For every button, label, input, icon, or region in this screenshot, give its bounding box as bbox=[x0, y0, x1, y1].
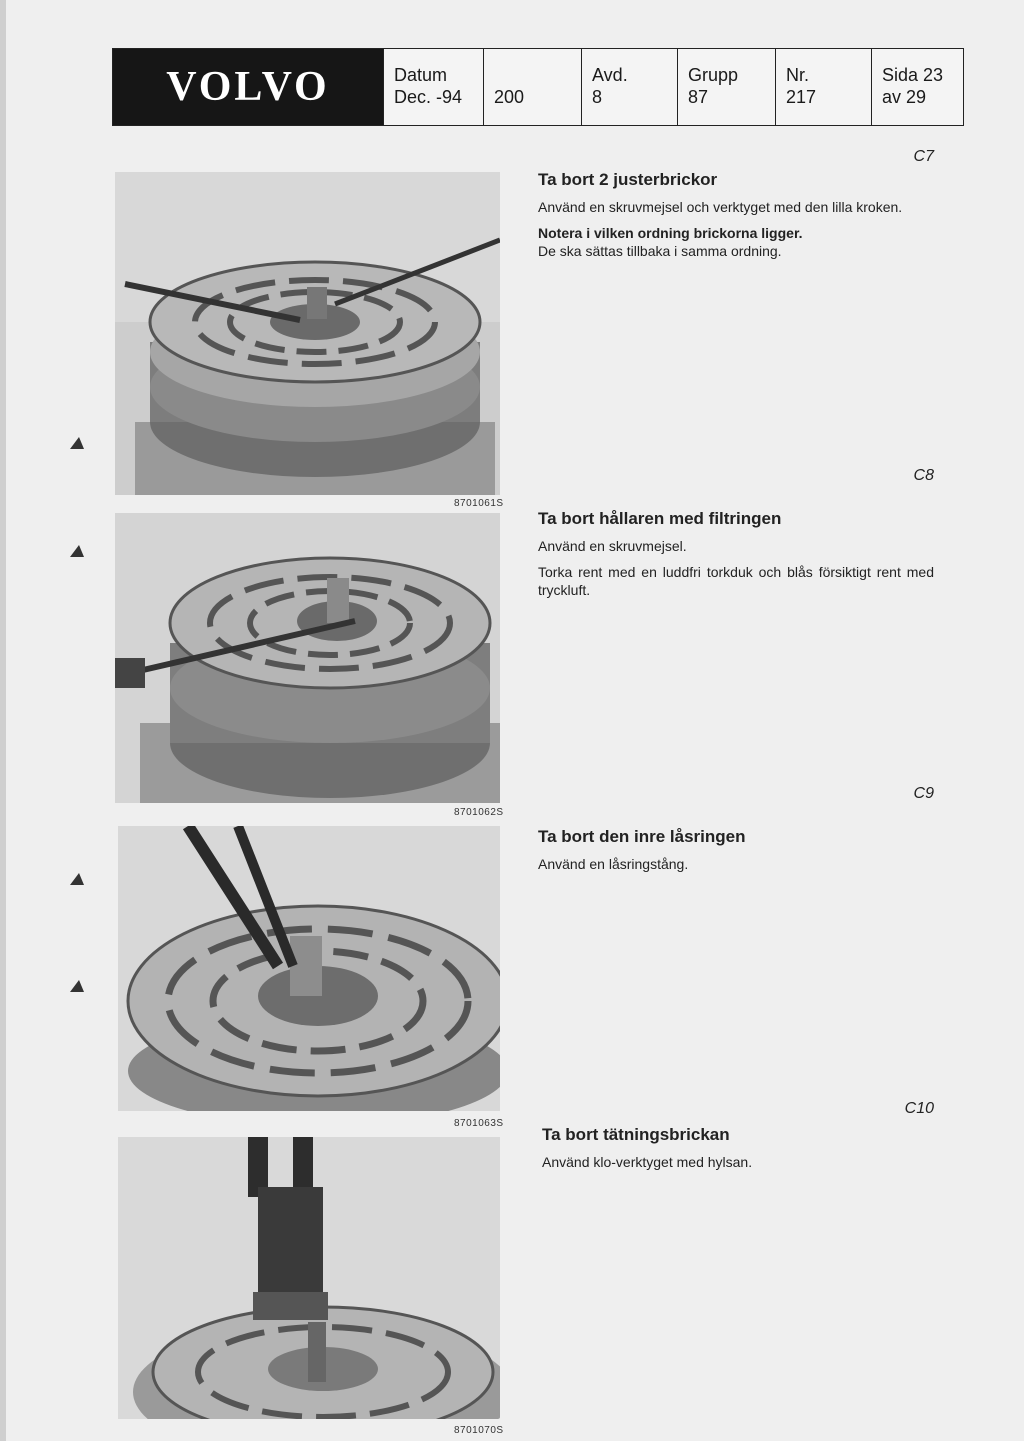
model-cell bbox=[483, 49, 581, 125]
step-paragraph: Torka rent med en luddfri torkduk och blås försiktigt rent med tryckluft. bbox=[538, 564, 934, 598]
step-c9 bbox=[538, 785, 934, 881]
figure-c9-code: 8701063S bbox=[454, 1118, 504, 1129]
volvo-logo: VOLVO bbox=[113, 49, 383, 125]
nr-label: Nr. bbox=[786, 65, 810, 85]
step-code: C9 bbox=[913, 785, 934, 802]
grupp-label: Grupp bbox=[688, 65, 739, 85]
step-paragraph: De ska sättas tillbaka i samma ordning. bbox=[538, 243, 782, 259]
binder-mark bbox=[70, 437, 84, 449]
step-code: C10 bbox=[904, 1100, 934, 1117]
figure-c8-photo bbox=[115, 513, 500, 803]
sida-cell bbox=[871, 49, 965, 125]
datum-cell bbox=[383, 49, 483, 125]
sida-label: Sida 23 bbox=[882, 65, 944, 85]
step-paragraph: Använd klo-verktyget med hylsan. bbox=[542, 1154, 753, 1170]
step-paragraph: Använd en skruvmejsel och verktyget med den lilla kroken. bbox=[538, 199, 903, 215]
compressor-clutch-illustration bbox=[118, 826, 500, 1111]
step-title: Ta bort hållaren med filtringen bbox=[538, 509, 782, 528]
datum-label: Datum bbox=[394, 65, 448, 85]
avd-label: Avd. bbox=[592, 65, 628, 85]
step-paragraph: Använd en skruvmejsel. bbox=[538, 538, 687, 554]
step-c8 bbox=[538, 467, 934, 607]
sida-value: av 29 bbox=[882, 87, 927, 107]
figure-c10-photo bbox=[118, 1137, 500, 1419]
figure-c8-code: 8701062S bbox=[454, 807, 504, 818]
figure-c9-photo bbox=[118, 826, 500, 1111]
figure-c7-photo bbox=[115, 172, 500, 495]
step-c10 bbox=[542, 1100, 934, 1179]
step-code: C8 bbox=[913, 467, 934, 484]
step-title: Ta bort tätningsbrickan bbox=[542, 1125, 730, 1144]
step-title: Ta bort 2 justerbrickor bbox=[538, 170, 718, 189]
step-c7 bbox=[538, 148, 934, 268]
binder-mark bbox=[70, 545, 84, 557]
compressor-clutch-illustration bbox=[115, 172, 500, 495]
avd-cell bbox=[581, 49, 677, 125]
avd-value: 8 bbox=[592, 87, 603, 107]
step-paragraph: Använd en låsringstång. bbox=[538, 856, 689, 872]
document-header bbox=[112, 48, 964, 126]
step-code: C7 bbox=[913, 148, 934, 165]
nr-cell bbox=[775, 49, 871, 125]
nr-value: 217 bbox=[786, 87, 817, 107]
grupp-cell bbox=[677, 49, 775, 125]
figure-c10-code: 8701070S bbox=[454, 1425, 504, 1436]
step-note: Notera i vilken ordning brickorna ligger. bbox=[538, 225, 803, 241]
binder-mark bbox=[70, 873, 84, 885]
compressor-clutch-illustration bbox=[118, 1137, 500, 1419]
datum-value: Dec. -94 bbox=[394, 87, 463, 107]
step-title: Ta bort den inre låsringen bbox=[538, 827, 746, 846]
figure-c7-code: 8701061S bbox=[454, 498, 504, 509]
binder-mark bbox=[70, 980, 84, 992]
model-value: 200 bbox=[494, 87, 525, 107]
compressor-clutch-illustration bbox=[115, 513, 500, 803]
grupp-value: 87 bbox=[688, 87, 709, 107]
page-left-edge bbox=[0, 0, 6, 1441]
